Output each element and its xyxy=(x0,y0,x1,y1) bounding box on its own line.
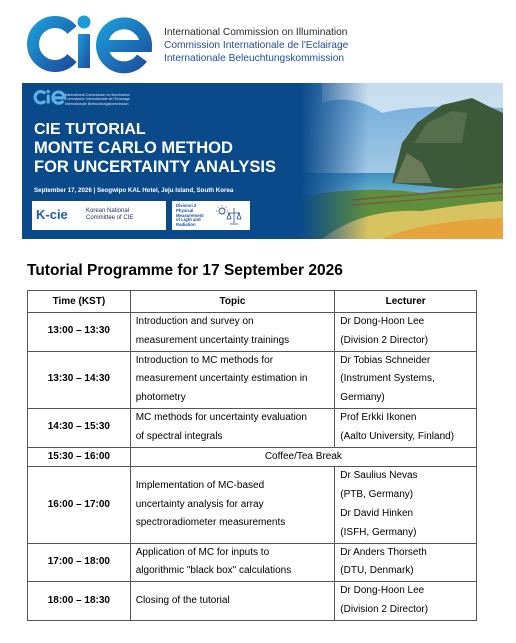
lecturer-line: Dr Tobias Schneider xyxy=(340,354,431,366)
lecturer-line: Germany) xyxy=(340,392,385,404)
commission-names xyxy=(164,26,348,65)
lecturer-line: (Aalto University, Finland) xyxy=(340,430,455,442)
session-lecturer xyxy=(335,543,477,582)
commission-name-fr: Commission Internationale de l'Eclairage xyxy=(164,40,349,51)
topic-line: Application of MC for inputs to xyxy=(135,546,270,558)
division-2-logo-box xyxy=(172,201,250,230)
lecturer-line: (Division 2 Director) xyxy=(340,334,429,346)
kcie-name-line-2: Committee of CIE xyxy=(86,215,134,222)
session-topic xyxy=(130,313,335,352)
topic-line: algorithmic "black box" calculations xyxy=(135,565,292,577)
topic-line: measurement uncertainty estimation in xyxy=(135,373,308,385)
column-header-lecturer: Lecturer xyxy=(335,291,477,313)
banner-commission-fr: Commission Internationale de l'Eclairage xyxy=(65,97,131,102)
light-balance-icon xyxy=(214,205,246,227)
table-row xyxy=(28,582,477,621)
topic-line: Closing of the tutorial xyxy=(135,594,230,606)
banner-title-line-2: MONTE CARLO METHOD xyxy=(34,139,233,157)
lecturer-line: Dr Dong-Hoon Lee xyxy=(340,316,425,327)
topic-line: Introduction to MC methods for xyxy=(135,354,274,366)
session-topic xyxy=(130,408,335,447)
topic-line: of spectral integrals xyxy=(135,430,223,442)
topic-line: measurement uncertainty trainings xyxy=(135,334,290,346)
session-topic xyxy=(130,351,335,408)
banner-cie-logo xyxy=(32,89,66,105)
session-lecturer xyxy=(335,408,477,447)
tutorial-banner xyxy=(22,83,503,239)
table-row xyxy=(28,351,477,408)
kcie-logo: K-cie xyxy=(36,207,68,222)
division-line-1: Division 2 xyxy=(176,203,197,208)
table-row xyxy=(28,408,477,447)
coffee-break: Coffee/Tea Break xyxy=(130,447,476,467)
session-time: 13:30 – 14:30 xyxy=(28,351,131,408)
session-time: 15:30 – 16:00 xyxy=(28,447,131,467)
banner-title-line-1: CIE TUTORIAL xyxy=(34,121,146,138)
banner-title xyxy=(34,120,276,177)
kcie-name xyxy=(86,208,133,223)
topic-line: photometry xyxy=(135,392,186,404)
lecturer-line: Prof Erkki Ikonen xyxy=(340,411,417,423)
table-row xyxy=(28,313,477,352)
division-line-3: Measurement xyxy=(176,212,204,218)
table-row xyxy=(28,543,477,582)
session-topic xyxy=(130,467,335,543)
topic-line: spectroradiometer measurements xyxy=(135,517,286,529)
session-time: 17:00 – 18:00 xyxy=(28,543,131,582)
division-line-2: Physical xyxy=(176,207,194,213)
table-row xyxy=(28,467,477,543)
lecturer-line: (PTB, Germany) xyxy=(340,489,414,501)
programme-table xyxy=(27,290,477,621)
topic-line: Introduction and survey on xyxy=(135,316,254,327)
session-lecturer xyxy=(335,351,477,408)
banner-title-line-3: FOR UNCERTAINTY ANALYSIS xyxy=(34,158,277,176)
lecturer-line: (ISFH, Germany) xyxy=(340,526,417,538)
kcie-name-line-1: Korean National xyxy=(86,208,130,214)
programme-heading: Tutorial Programme for 17 September 2026 xyxy=(27,262,343,279)
lecturer-line: Dr Dong-Hoon Lee xyxy=(340,585,425,597)
session-topic xyxy=(130,543,335,582)
lecturer-line: Dr Saulius Nevas xyxy=(340,470,418,482)
lecturer-line: (Instrument Systems, xyxy=(340,373,435,385)
lecturer-line: Dr David Hinken xyxy=(340,507,414,519)
column-header-time: Time (KST) xyxy=(28,291,131,313)
topic-line: MC methods for uncertainty evaluation xyxy=(135,411,307,423)
table-row-break xyxy=(28,447,477,467)
commission-name-de: Internationale Beleuchtungskommission xyxy=(164,53,345,64)
banner-date-venue: September 17, 2026 | Seogwipo KAL Hotel, Jeju Island, South Korea xyxy=(34,187,234,194)
topic-line: Implementation of MC-based xyxy=(135,479,265,491)
cie-logo xyxy=(22,12,152,74)
session-topic xyxy=(130,582,335,621)
session-time: 16:00 – 17:00 xyxy=(28,467,131,543)
session-time: 13:00 – 13:30 xyxy=(28,313,131,352)
lecturer-line: Dr Anders Thorseth xyxy=(340,546,427,558)
session-lecturer xyxy=(335,467,477,543)
session-time: 18:00 – 18:30 xyxy=(28,582,131,621)
topic-line: uncertainty analysis for array xyxy=(135,498,264,510)
lecturer-line: (DTU, Denmark) xyxy=(340,565,414,577)
banner-commission-de: Internationale Beleuchtungskommission xyxy=(65,101,129,106)
banner-commission-en: International Commission on Illumination xyxy=(65,93,130,97)
banner-commission-names xyxy=(65,93,130,106)
division-2-name xyxy=(176,204,204,228)
division-line-5: Radiation xyxy=(176,222,196,228)
table-header-row xyxy=(28,291,477,313)
division-line-4: of Light and xyxy=(176,217,201,223)
session-lecturer xyxy=(335,313,477,352)
kcie-logo-box xyxy=(32,201,166,230)
session-time: 14:30 – 15:30 xyxy=(28,408,131,447)
column-header-topic: Topic xyxy=(130,291,335,313)
commission-name-en: International Commission on Illumination xyxy=(164,27,348,38)
lecturer-line: (Division 2 Director) xyxy=(340,603,429,615)
cie-header xyxy=(22,12,502,74)
session-lecturer xyxy=(335,582,477,621)
